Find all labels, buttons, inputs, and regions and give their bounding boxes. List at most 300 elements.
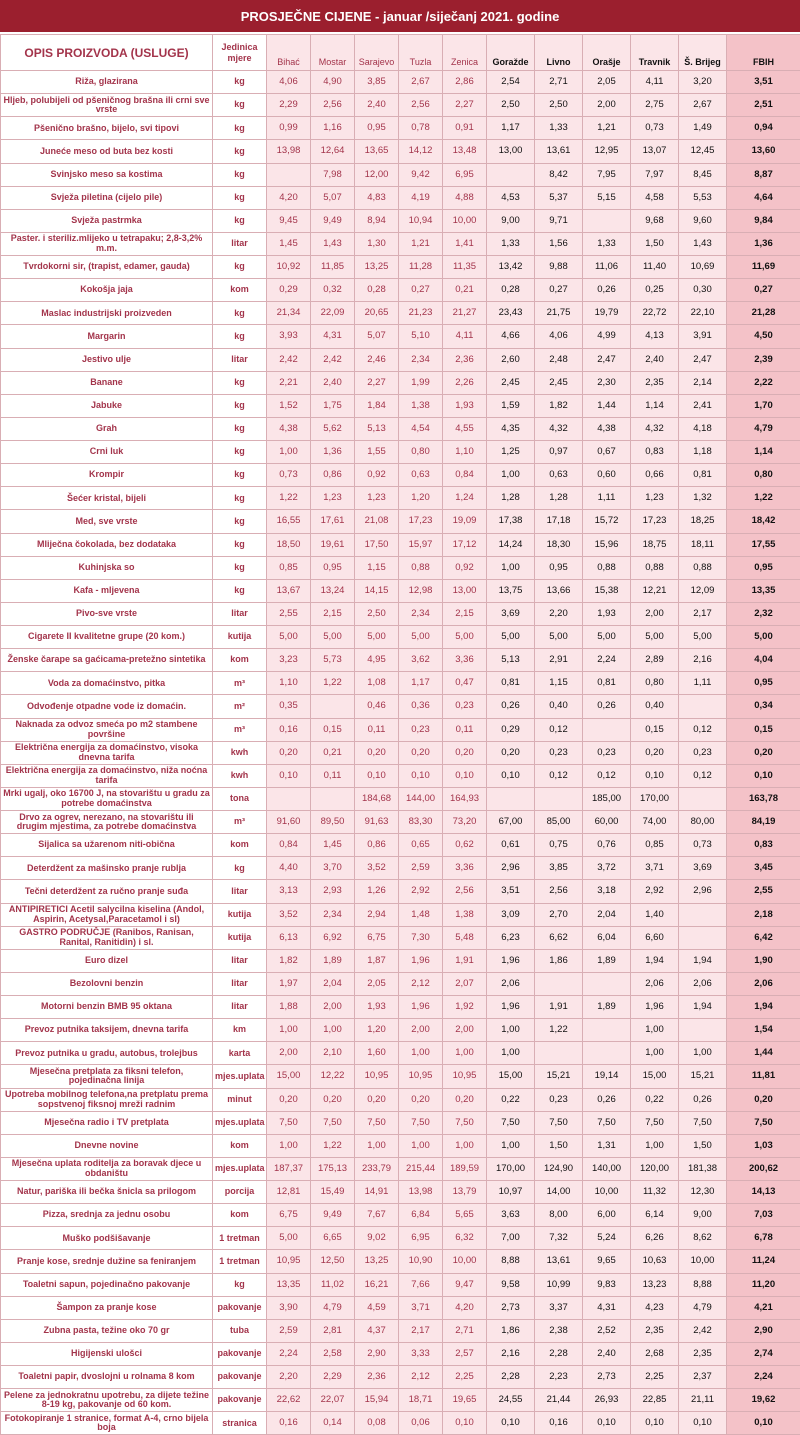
price-cell: 15,49: [311, 1181, 355, 1204]
unit-cell: 1 tretman: [213, 1227, 267, 1250]
price-cell: [487, 163, 535, 186]
price-cell: 8,88: [679, 1273, 727, 1296]
price-cell: [583, 972, 631, 995]
price-cell: 10,95: [399, 1065, 443, 1088]
price-cell: 8,62: [679, 1227, 727, 1250]
price-cell: 2,28: [535, 1342, 583, 1365]
product-name: Ženske čarape sa gaćicama-pretežno sintetika: [1, 649, 213, 672]
fbih-cell: 3,45: [727, 857, 800, 880]
unit-cell: kg: [213, 186, 267, 209]
price-cell: 1,38: [443, 903, 487, 926]
price-cell: 2,68: [631, 1342, 679, 1365]
price-cell: 2,38: [535, 1319, 583, 1342]
unit-cell: kg: [213, 394, 267, 417]
price-cell: 1,33: [487, 232, 535, 255]
price-cell: 73,20: [443, 811, 487, 834]
price-cell: [679, 903, 727, 926]
price-cell: 2,34: [399, 602, 443, 625]
unit-cell: kg: [213, 857, 267, 880]
fbih-cell: 0,95: [727, 556, 800, 579]
price-cell: 2,56: [311, 94, 355, 117]
fbih-cell: 13,60: [727, 140, 800, 163]
price-cell: 1,10: [267, 672, 311, 695]
unit-cell: tona: [213, 787, 267, 810]
product-name: Sijalica sa užarenom niti-obična: [1, 834, 213, 857]
price-cell: 6,84: [399, 1204, 443, 1227]
price-cell: 2,00: [583, 94, 631, 117]
price-cell: 2,55: [267, 602, 311, 625]
price-cell: 0,86: [355, 834, 399, 857]
price-cell: 0,27: [399, 279, 443, 302]
price-cell: 0,81: [583, 672, 631, 695]
price-cell: 3,70: [311, 857, 355, 880]
product-name: GASTRO PODRUČJE (Ranibos, Ranisan, Ranital, Ranitidin) i sl.: [1, 926, 213, 949]
price-cell: 2,28: [487, 1366, 535, 1389]
price-cell: 2,40: [583, 1342, 631, 1365]
price-cell: 233,79: [355, 1157, 399, 1180]
price-cell: 5,62: [311, 417, 355, 440]
price-cell: 5,13: [355, 417, 399, 440]
unit-cell: litar: [213, 348, 267, 371]
price-cell: 11,28: [399, 256, 443, 279]
price-cell: 0,36: [399, 695, 443, 718]
price-cell: 0,23: [443, 695, 487, 718]
price-cell: 0,15: [311, 718, 355, 741]
price-cell: 2,24: [583, 649, 631, 672]
price-cell: 0,26: [583, 279, 631, 302]
price-cell: [679, 1019, 727, 1042]
price-cell: 0,20: [443, 741, 487, 764]
unit-cell: litar: [213, 996, 267, 1019]
price-cell: 13,79: [443, 1181, 487, 1204]
price-cell: 0,23: [583, 741, 631, 764]
price-cell: 2,93: [311, 880, 355, 903]
price-cell: 4,35: [487, 417, 535, 440]
price-cell: 4,99: [583, 325, 631, 348]
fbih-cell: 18,42: [727, 510, 800, 533]
fbih-cell: 4,21: [727, 1296, 800, 1319]
price-cell: 3,85: [535, 857, 583, 880]
price-cell: 3,63: [487, 1204, 535, 1227]
price-cell: 13,65: [355, 140, 399, 163]
price-cell: 0,78: [399, 117, 443, 140]
price-cell: 0,29: [487, 718, 535, 741]
unit-cell: kg: [213, 556, 267, 579]
price-cell: 13,61: [535, 140, 583, 163]
price-cell: 2,42: [267, 348, 311, 371]
price-cell: 2,59: [399, 857, 443, 880]
product-name: Električna energija za domaćinstvo, visoka dnevna tarifa: [1, 741, 213, 764]
price-cell: 13,75: [487, 579, 535, 602]
price-cell: 4,90: [311, 71, 355, 94]
price-cell: 1,91: [535, 996, 583, 1019]
product-name: Banane: [1, 371, 213, 394]
price-cell: 5,00: [631, 626, 679, 649]
price-cell: 13,25: [355, 256, 399, 279]
price-cell: 1,52: [267, 394, 311, 417]
price-cell: 0,25: [631, 279, 679, 302]
price-cell: 11,32: [631, 1181, 679, 1204]
price-cell: 15,97: [399, 533, 443, 556]
unit-cell: kutija: [213, 626, 267, 649]
price-cell: 22,07: [311, 1389, 355, 1412]
price-cell: 0,81: [679, 464, 727, 487]
price-cell: [311, 695, 355, 718]
price-cell: 0,16: [267, 718, 311, 741]
price-cell: 13,23: [631, 1273, 679, 1296]
table-row: [1, 464, 800, 487]
table-row: [1, 209, 800, 232]
price-cell: 3,90: [267, 1296, 311, 1319]
price-cell: 0,75: [535, 834, 583, 857]
fbih-cell: 1,36: [727, 232, 800, 255]
price-cell: 0,23: [679, 741, 727, 764]
table-row: [1, 649, 800, 672]
product-name: Maslac industrijski proizveden: [1, 302, 213, 325]
price-cell: 2,29: [311, 1366, 355, 1389]
price-cell: 6,95: [399, 1227, 443, 1250]
price-cell: 1,97: [267, 972, 311, 995]
price-cell: 5,48: [443, 926, 487, 949]
product-name: Zubna pasta, težine oko 70 gr: [1, 1319, 213, 1342]
product-name: Svježa piletina (cijelo pile): [1, 186, 213, 209]
price-cell: 0,29: [267, 279, 311, 302]
price-cell: 3,69: [679, 857, 727, 880]
fbih-cell: 4,79: [727, 417, 800, 440]
table-row: [1, 602, 800, 625]
price-cell: 0,80: [631, 672, 679, 695]
price-cell: [267, 163, 311, 186]
table-header-row: [1, 35, 800, 71]
price-cell: 7,32: [535, 1227, 583, 1250]
price-cell: 1,25: [487, 441, 535, 464]
price-cell: 18,50: [267, 533, 311, 556]
product-name: Crni luk: [1, 441, 213, 464]
price-cell: 2,04: [311, 972, 355, 995]
price-cell: 0,20: [267, 1088, 311, 1111]
price-cell: 0,21: [443, 279, 487, 302]
table-row: [1, 718, 800, 741]
table-row: [1, 1227, 800, 1250]
table-row: [1, 1389, 800, 1412]
price-cell: 0,28: [487, 279, 535, 302]
unit-cell: kg: [213, 302, 267, 325]
price-cell: 0,10: [267, 764, 311, 787]
price-cell: 5,07: [311, 186, 355, 209]
price-cell: 2,25: [631, 1366, 679, 1389]
table-row: [1, 487, 800, 510]
price-cell: 1,96: [487, 949, 535, 972]
price-cell: 9,65: [583, 1250, 631, 1273]
price-cell: 0,10: [443, 764, 487, 787]
price-cell: 7,50: [355, 1111, 399, 1134]
price-cell: 9,45: [267, 209, 311, 232]
price-cell: 5,00: [487, 626, 535, 649]
price-cell: 0,10: [487, 764, 535, 787]
price-cell: 5,00: [311, 626, 355, 649]
fbih-cell: 2,74: [727, 1342, 800, 1365]
price-cell: 2,45: [535, 371, 583, 394]
price-cell: 0,26: [583, 1088, 631, 1111]
price-cell: 3,33: [399, 1342, 443, 1365]
price-cell: 5,73: [311, 649, 355, 672]
price-cell: 14,91: [355, 1181, 399, 1204]
unit-cell: kg: [213, 441, 267, 464]
price-cell: 9,68: [631, 209, 679, 232]
price-cell: 1,16: [311, 117, 355, 140]
price-cell: 2,92: [631, 880, 679, 903]
unit-cell: m³: [213, 718, 267, 741]
price-cell: 23,43: [487, 302, 535, 325]
price-cell: 0,91: [443, 117, 487, 140]
price-cell: 2,34: [311, 903, 355, 926]
product-name: Deterdžent za mašinsko pranje rublja: [1, 857, 213, 880]
fbih-cell: 11,81: [727, 1065, 800, 1088]
price-cell: 5,00: [399, 626, 443, 649]
price-cell: 14,24: [487, 533, 535, 556]
price-cell: 1,93: [355, 996, 399, 1019]
unit-cell: kg: [213, 510, 267, 533]
price-cell: 4,55: [443, 417, 487, 440]
unit-cell: pakovanje: [213, 1366, 267, 1389]
table-row: [1, 626, 800, 649]
price-cell: 175,13: [311, 1157, 355, 1180]
price-cell: 2,50: [535, 94, 583, 117]
price-cell: 187,37: [267, 1157, 311, 1180]
price-cell: 0,73: [267, 464, 311, 487]
unit-cell: kg: [213, 579, 267, 602]
price-cell: 0,99: [267, 117, 311, 140]
price-cell: 1,20: [399, 487, 443, 510]
price-cell: 184,68: [355, 787, 399, 810]
price-cell: 4,23: [631, 1296, 679, 1319]
price-cell: 17,50: [355, 533, 399, 556]
price-cell: 1,33: [583, 232, 631, 255]
price-cell: 12,95: [583, 140, 631, 163]
price-cell: 1,38: [399, 394, 443, 417]
price-cell: 80,00: [679, 811, 727, 834]
price-cell: 16,21: [355, 1273, 399, 1296]
price-cell: 22,72: [631, 302, 679, 325]
price-cell: 1,30: [355, 232, 399, 255]
unit-cell: pakovanje: [213, 1342, 267, 1365]
fbih-cell: 1,03: [727, 1134, 800, 1157]
price-cell: 7,95: [583, 163, 631, 186]
fbih-cell: 1,22: [727, 487, 800, 510]
price-cell: 2,75: [631, 94, 679, 117]
table-row: [1, 695, 800, 718]
fbih-cell: 2,90: [727, 1319, 800, 1342]
price-cell: 4,20: [443, 1296, 487, 1319]
price-cell: 10,97: [487, 1181, 535, 1204]
fbih-cell: 4,04: [727, 649, 800, 672]
price-cell: 0,26: [583, 695, 631, 718]
price-cell: 0,10: [443, 1412, 487, 1435]
table-row: [1, 1412, 800, 1435]
price-cell: 1,18: [679, 441, 727, 464]
price-cell: 18,71: [399, 1389, 443, 1412]
price-cell: [583, 209, 631, 232]
price-cell: 18,30: [535, 533, 583, 556]
price-cell: 0,88: [679, 556, 727, 579]
price-cell: 1,56: [535, 232, 583, 255]
price-cell: 2,40: [355, 94, 399, 117]
fbih-cell: 11,24: [727, 1250, 800, 1273]
price-cell: 60,00: [583, 811, 631, 834]
price-cell: 0,40: [535, 695, 583, 718]
price-cell: 7,50: [267, 1111, 311, 1134]
price-cell: 124,90: [535, 1157, 583, 1180]
price-cell: 2,24: [267, 1342, 311, 1365]
price-cell: 18,11: [679, 533, 727, 556]
fbih-cell: 2,18: [727, 903, 800, 926]
price-cell: 91,60: [267, 811, 311, 834]
price-cell: 2,42: [311, 348, 355, 371]
unit-cell: kg: [213, 325, 267, 348]
price-cell: 2,06: [487, 972, 535, 995]
price-cell: 0,23: [535, 1088, 583, 1111]
product-name: Margarin: [1, 325, 213, 348]
product-name: Jabuke: [1, 394, 213, 417]
product-name: Motorni benzin BMB 95 oktana: [1, 996, 213, 1019]
price-cell: 15,38: [583, 579, 631, 602]
price-cell: 3,37: [535, 1296, 583, 1319]
price-cell: 2,91: [535, 649, 583, 672]
unit-cell: km: [213, 1019, 267, 1042]
fbih-cell: 0,20: [727, 1088, 800, 1111]
product-name: Bezolovni benzin: [1, 972, 213, 995]
unit-cell: 1 tretman: [213, 1250, 267, 1273]
table-row: [1, 1157, 800, 1180]
price-cell: 1,45: [311, 834, 355, 857]
price-cell: 10,00: [583, 1181, 631, 1204]
table-row: [1, 972, 800, 995]
price-cell: 2,56: [399, 94, 443, 117]
price-cell: 4,66: [487, 325, 535, 348]
price-cell: 2,41: [679, 394, 727, 417]
product-name: Natur, pariška ili bečka šnicla sa prilogom: [1, 1181, 213, 1204]
fbih-cell: 7,03: [727, 1204, 800, 1227]
price-cell: 3,36: [443, 857, 487, 880]
price-cell: 19,61: [311, 533, 355, 556]
price-cell: 170,00: [487, 1157, 535, 1180]
header-city: Sarajevo: [355, 35, 399, 71]
table-row: [1, 811, 800, 834]
unit-cell: pakovanje: [213, 1296, 267, 1319]
table-row: [1, 186, 800, 209]
price-cell: 1,23: [631, 487, 679, 510]
price-cell: 2,30: [583, 371, 631, 394]
fbih-cell: 0,10: [727, 764, 800, 787]
price-cell: 3,52: [355, 857, 399, 880]
price-cell: 2,20: [535, 602, 583, 625]
price-cell: 0,63: [535, 464, 583, 487]
price-cell: 4,19: [399, 186, 443, 209]
price-cell: 2,17: [399, 1319, 443, 1342]
unit-cell: kg: [213, 140, 267, 163]
product-name: Juneće meso od buta bez kosti: [1, 140, 213, 163]
price-cell: 0,23: [535, 741, 583, 764]
price-cell: 4,40: [267, 857, 311, 880]
fbih-cell: 84,19: [727, 811, 800, 834]
price-cell: 1,33: [535, 117, 583, 140]
price-cell: 2,00: [443, 1019, 487, 1042]
price-cell: 2,50: [355, 602, 399, 625]
price-cell: 1,23: [355, 487, 399, 510]
product-name: Pizza, srednja za jednu osobu: [1, 1204, 213, 1227]
unit-cell: kom: [213, 649, 267, 672]
price-cell: 0,10: [487, 1412, 535, 1435]
price-cell: 1,00: [443, 1134, 487, 1157]
price-cell: 13,35: [267, 1273, 311, 1296]
fbih-cell: 1,44: [727, 1042, 800, 1065]
price-cell: 21,34: [267, 302, 311, 325]
price-cell: 7,50: [679, 1111, 727, 1134]
price-cell: 13,07: [631, 140, 679, 163]
price-cell: 7,50: [443, 1111, 487, 1134]
price-cell: [535, 787, 583, 810]
price-cell: 0,06: [399, 1412, 443, 1435]
price-cell: 3,20: [679, 71, 727, 94]
price-cell: 1,22: [535, 1019, 583, 1042]
price-cell: 2,35: [679, 1342, 727, 1365]
fbih-cell: 1,14: [727, 441, 800, 464]
price-cell: 1,00: [267, 1019, 311, 1042]
price-cell: 1,32: [679, 487, 727, 510]
product-name: Fotokopiranje 1 stranice, format A-4, crno bijela boja: [1, 1412, 213, 1435]
fbih-cell: 0,27: [727, 279, 800, 302]
price-cell: 10,99: [535, 1273, 583, 1296]
price-cell: 2,52: [583, 1319, 631, 1342]
price-cell: 7,98: [311, 163, 355, 186]
price-cell: 6,75: [355, 926, 399, 949]
price-cell: 3,72: [583, 857, 631, 880]
price-cell: 0,88: [583, 556, 631, 579]
table-row: [1, 117, 800, 140]
price-cell: 1,20: [355, 1019, 399, 1042]
price-cell: 3,36: [443, 649, 487, 672]
product-name: Mrki ugalj, oko 16700 J, na stovarištu u gradu za potrebe domaćinstva: [1, 787, 213, 810]
price-cell: 2,60: [487, 348, 535, 371]
product-name: Riža, glazirana: [1, 71, 213, 94]
price-cell: 2,45: [487, 371, 535, 394]
fbih-cell: 0,34: [727, 695, 800, 718]
price-cell: 1,00: [631, 1134, 679, 1157]
price-cell: 0,66: [631, 464, 679, 487]
price-cell: 85,00: [535, 811, 583, 834]
price-cell: 3,62: [399, 649, 443, 672]
price-cell: 10,94: [399, 209, 443, 232]
product-name: Prevoz putnika taksijem, dnevna tarifa: [1, 1019, 213, 1042]
price-cell: 120,00: [631, 1157, 679, 1180]
price-cell: 2,59: [267, 1319, 311, 1342]
price-cell: [679, 787, 727, 810]
unit-cell: kom: [213, 1204, 267, 1227]
price-cell: 17,12: [443, 533, 487, 556]
price-cell: 4,59: [355, 1296, 399, 1319]
price-cell: 1,86: [535, 949, 583, 972]
price-cell: 10,00: [679, 1250, 727, 1273]
table-row: [1, 741, 800, 764]
table-row: [1, 764, 800, 787]
price-cell: 7,50: [399, 1111, 443, 1134]
header-city: Bihać: [267, 35, 311, 71]
price-cell: [583, 1019, 631, 1042]
fbih-cell: 1,90: [727, 949, 800, 972]
product-name: Pšenično brašno, bijelo, svi tipovi: [1, 117, 213, 140]
price-cell: 1,22: [311, 1134, 355, 1157]
product-name: Hljeb, polubijeli od pšeničnog brašna ili crni sve vrste: [1, 94, 213, 117]
